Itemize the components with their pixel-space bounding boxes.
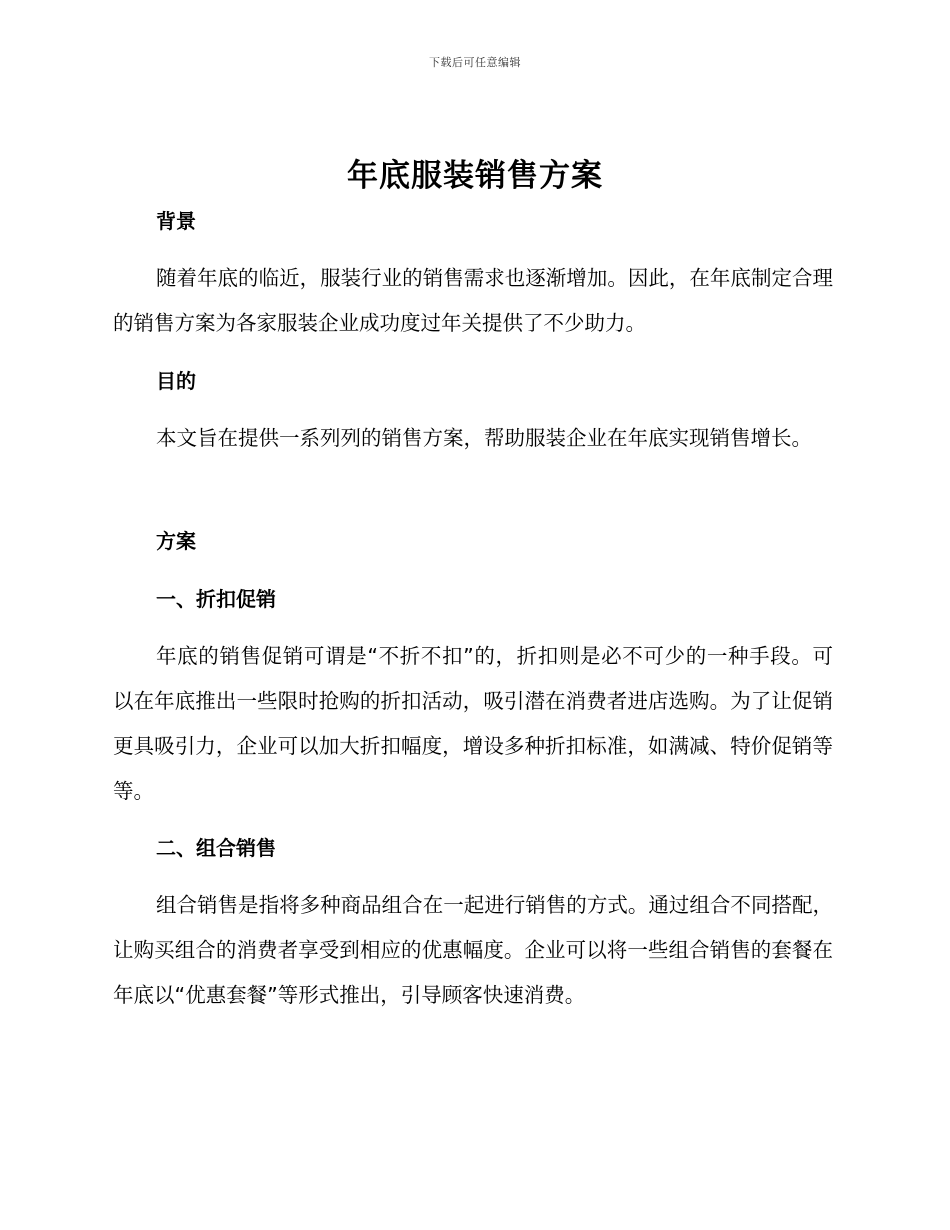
paragraph-bundle: 组合销售是指将多种商品组合在一起进行销售的方式。通过组合不同搭配，让购买组合的消费者享受到相应的优惠幅度。企业可以将一些组合销售的套餐在年底以“优惠套餐”等形式推出，引导顾客快速消费。 xyxy=(113,893,833,1007)
heading-purpose: 目的 xyxy=(156,369,196,393)
heading-background: 背景 xyxy=(156,209,196,233)
heading-bundle: 二、组合销售 xyxy=(156,836,276,860)
header-note: 下载后可任意编辑 xyxy=(429,56,521,69)
paragraph-discount: 年底的销售促销可谓是“不折不扣”的，折扣则是必不可少的一种手段。可以在年底推出一些限时抢购的折扣活动，吸引潜在消费者进店选购。为了让促销更具吸引力，企业可以加大折扣幅度，增设多种折扣标准，如满减、特价促销等等。 xyxy=(113,644,833,803)
heading-plan: 方案 xyxy=(156,529,196,553)
paragraph-purpose: 本文旨在提供一系列列的销售方案，帮助服装企业在年底实现销售增长。 xyxy=(156,426,812,450)
document-title: 年底服装销售方案 xyxy=(347,158,603,194)
paragraph-background: 随着年底的临近，服装行业的销售需求也逐渐增加。因此，在年底制定合理的销售方案为各家服装企业成功度过年关提供了不少助力。 xyxy=(113,266,833,335)
heading-discount: 一、折扣促销 xyxy=(156,587,276,611)
